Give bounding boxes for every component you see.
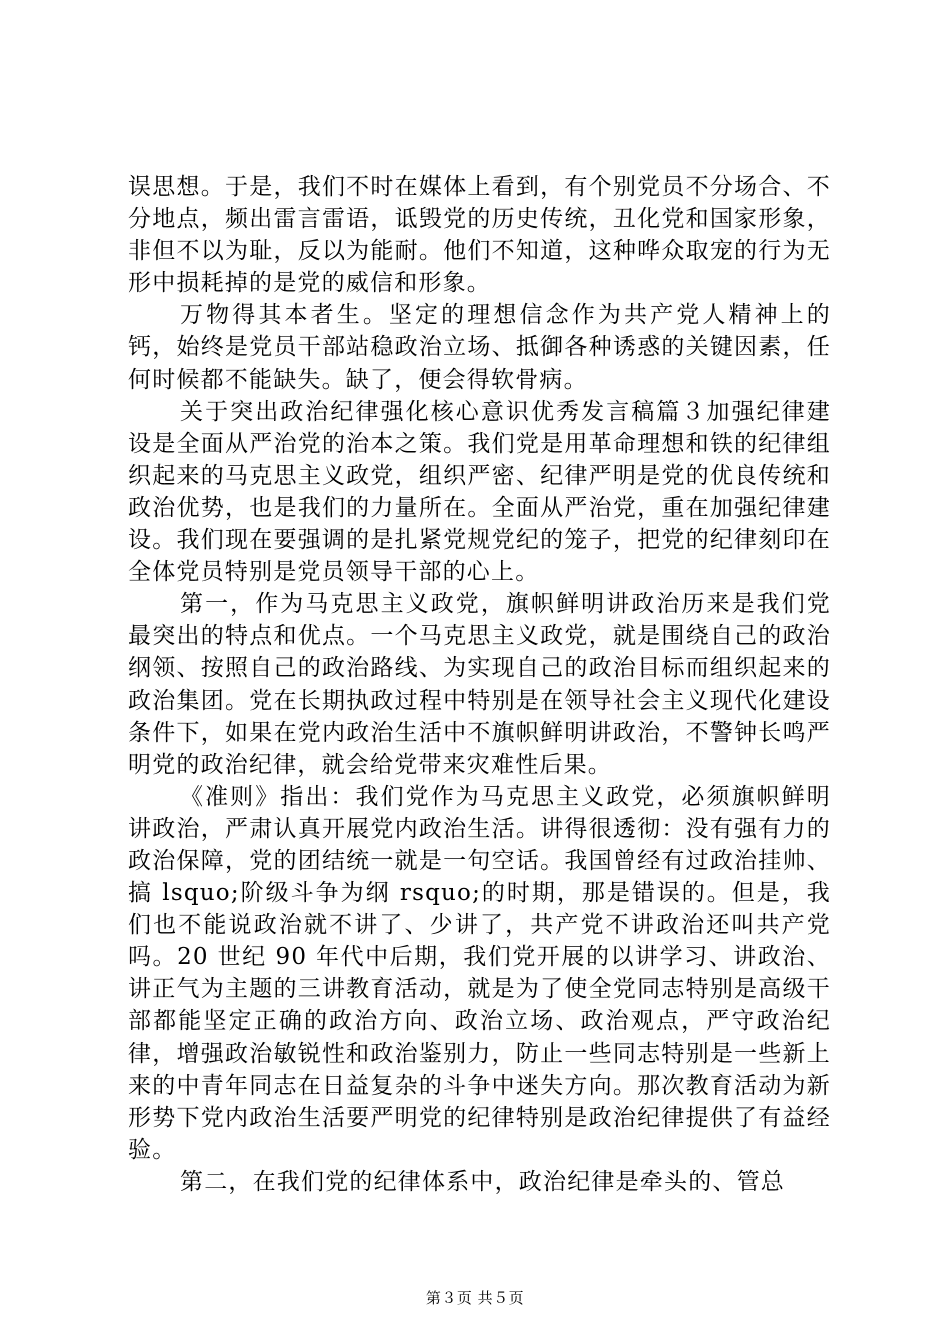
paragraph-first-point: 第一，作为马克思主义政党，旗帜鲜明讲政治历来是我们党最突出的特点和优点。一个马克思主义政党，就是围绕自己的政治纲领、按照自己的政治路线、为实现自己的政治目标而组织起来的政治集团。党在长期执政过程中特别是在领导社会主义现代化建设条件下，如果在党内政治生活中不旗帜鲜明讲政治，不警钟长鸣严明党的政治纪律，就会给党带来灾难性后果。	[128, 591, 831, 778]
paragraph-ideals: 万物得其本者生。坚定的理想信念作为共产党人精神上的钙，始终是党员干部站稳政治立场、抵御各种诱惑的关键因素，任何时候都不能缺失。缺了，便会得软骨病。	[128, 302, 831, 393]
document-body	[128, 171, 831, 1198]
paragraph-discipline-building: 关于突出政治纪律强化核心意识优秀发言稿篇３加强纪律建设是全面从严治党的治本之策。我们党是用革命理想和铁的纪律组织起来的马克思主义政党，组织严密、纪律严明是党的优良传统和政治优势，也是我们的力量所在。全面从严治党，重在加强纪律建设。我们现在要强调的是扎紧党规党纪的笼子，把党的纪律刻印在全体党员特别是党员领导干部的心上。	[128, 398, 831, 586]
paragraph-guidelines: 《准则》指出：我们党作为马克思主义政党，必须旗帜鲜明讲政治，严肃认真开展党内政治生活。讲得很透彻：没有强有力的政治保障，党的团结统一就是一句空话。我国曾经有过政治挂帅、搞 lsquo;阶级斗争为纲 rsquo;的时期，那是错误的。但是，我们也不能说政治就不讲了、少讲了，共产党不讲政治还叫共产党吗。20 世纪 90 年代中后期，我们党开展的以讲学习、讲政治、讲正气为主题的三讲教育活动，就是为了使全党同志特别是高级干部都能坚定正确的政治方向、政治立场、政治观点，严守政治纪律，增强政治敏锐性和政治鉴别力，防止一些同志特别是一些新上来的中青年同志在日益复杂的斗争中迷失方向。那次教育活动为新形势下党内政治生活要严明党的纪律特别是政治纪律提供了有益经验。	[128, 783, 831, 1163]
paragraph-second-point: 第二，在我们党的纪律体系中，政治纪律是牵头的、管总	[180, 1168, 785, 1195]
paragraph-continuation: 误思想。于是，我们不时在媒体上看到，有个别党员不分场合、不分地点，频出雷言雷语，诋毁党的历史传统，丑化党和国家形象，非但不以为耻，反以为能耐。他们不知道，这种哗众取宠的行为无形中损耗掉的是党的威信和形象。	[128, 174, 831, 297]
page-number-footer: 第３页 共５页	[425, 1289, 525, 1307]
